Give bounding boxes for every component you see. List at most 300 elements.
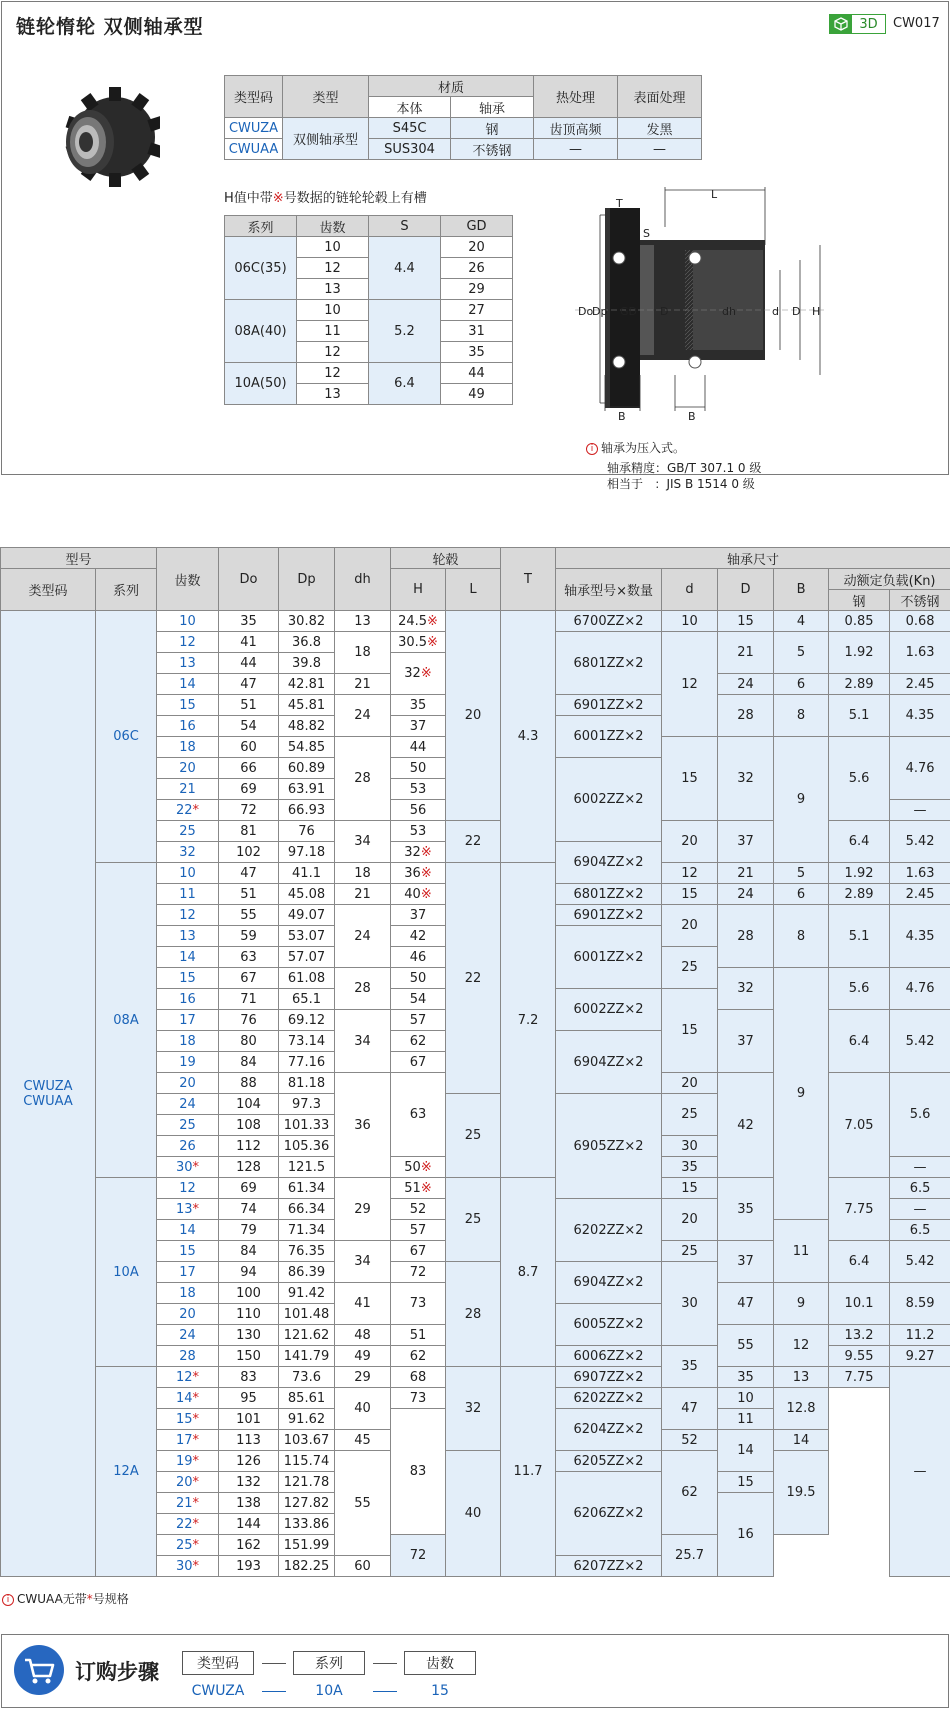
dh-cell: 55 [335,1451,391,1556]
bearing-cell: 6207ZZ×2 [556,1556,662,1577]
footer-note-text-2: 号规格 [92,1592,129,1606]
order-value-teeth[interactable]: 15 [431,1683,449,1699]
series-cell[interactable]: 06C [96,611,157,863]
3d-label: 3D [859,16,878,32]
dp-cell: 30.82 [279,611,335,632]
bearing-cell: 6002ZZ×2 [556,758,662,842]
order-value-typecode[interactable]: CWUZA [191,1683,245,1699]
h-mark: ※ [427,634,438,650]
do-cell: 83 [219,1367,279,1388]
b-cell: 5 [774,863,829,884]
h-value: 36 [404,865,421,881]
dh-cell: 18 [335,863,391,884]
h-value: 67 [409,1054,427,1070]
series-cell[interactable]: 08A [96,863,157,1178]
sus-cell: 5.6 [890,1073,950,1157]
order-value-series[interactable]: 10A [315,1683,343,1699]
steel-cell: 2.89 [829,884,890,905]
do-cell: 51 [219,695,279,716]
teeth-cell[interactable] [157,1346,219,1367]
teeth-cell[interactable] [157,1010,219,1031]
l-cell: 22 [446,821,501,863]
teeth-value: 19 [175,1453,193,1469]
teeth-value: 10 [179,613,196,629]
dh-cell: 60 [335,1556,391,1577]
do-cell: 128 [219,1157,279,1178]
dh-cell: 24 [335,695,391,737]
d-cell: 15 [662,1178,718,1199]
b-cell: 12 [774,1325,829,1367]
outer-d-cell: 37 [718,821,774,863]
teeth-value: 28 [179,1348,196,1364]
do-cell: 69 [219,779,279,800]
do-cell: 94 [219,1262,279,1283]
teeth-cell[interactable] [157,1430,219,1451]
h-bearing-size: 轴承尺寸 [556,548,950,569]
h-cell [391,695,446,716]
l-cell: 28 [446,1262,501,1367]
h-value: 73 [409,1390,427,1406]
bearing-cell: 6001ZZ×2 [556,716,662,758]
gd-series: 06C(35) [225,237,297,300]
dh-cell: 21 [335,674,391,695]
teeth-cell[interactable] [157,1157,219,1178]
teeth-value: 17 [179,1012,196,1028]
l-cell: 25 [446,1094,501,1178]
teeth-cell[interactable] [157,1115,219,1136]
teeth-value: 30 [175,1558,193,1574]
gd-value: 44 [441,363,513,384]
teeth-cell[interactable] [157,1388,219,1409]
teeth-cell[interactable] [157,1220,219,1241]
do-cell: 74 [219,1199,279,1220]
dim-L: L [711,188,718,201]
h-cell [391,1010,446,1031]
b-cell: 16 [718,1493,774,1577]
d-cell: 35 [662,1157,718,1178]
do-cell: 102 [219,842,279,863]
h-cell [391,1409,446,1535]
mt-code[interactable]: CWUAA [225,139,283,160]
teeth-value: 14 [179,949,196,965]
teeth-mark: * [192,1516,200,1532]
h-value: 63 [409,1107,427,1122]
teeth-value: 25 [179,1117,196,1133]
h-value: 72 [409,1264,427,1280]
series-cell[interactable]: 12A [96,1367,157,1577]
info-icon: i [2,1594,14,1606]
teeth-cell[interactable] [157,1556,219,1577]
series-cell[interactable]: 10A [96,1178,157,1367]
teeth-value: 16 [179,718,196,734]
teeth-cell[interactable] [157,1451,219,1472]
teeth-mark: * [192,1474,200,1490]
outer-d-cell: 37 [718,1010,774,1073]
teeth-cell[interactable] [157,842,219,863]
dim-D1: D [660,305,669,318]
dp-cell: 49.07 [279,905,335,926]
3d-badge[interactable] [829,14,886,34]
bearing-cell: 6901ZZ×2 [556,905,662,926]
dh-cell: 49 [335,1346,391,1367]
do-cell: 113 [219,1430,279,1451]
teeth-value: 12 [179,907,196,923]
teeth-value: 12 [175,1369,193,1385]
teeth-cell[interactable] [157,674,219,695]
b-cell: 8 [774,695,829,737]
sus-cell: 2.45 [890,884,950,905]
teeth-cell[interactable] [157,1031,219,1052]
teeth-cell[interactable] [157,1178,219,1199]
teeth-cell[interactable] [157,926,219,947]
h-value: 46 [409,949,427,965]
teeth-cell[interactable] [157,653,219,674]
teeth-cell[interactable] [157,989,219,1010]
teeth-cell[interactable] [157,1262,219,1283]
d-cell: 25 [662,1241,718,1262]
teeth-cell[interactable] [157,611,219,632]
dp-cell: 36.8 [279,632,335,653]
steel-cell: 2.89 [829,674,890,695]
steel-cell: 25.7 [662,1535,718,1577]
order-title: 订购步骤 [75,1660,159,1684]
b-cell: 15 [718,1472,774,1493]
h-value: 67 [409,1243,427,1259]
dp-cell: 41.1 [279,863,335,884]
groove-mark: ※ [272,191,284,206]
bearing-cell: 6202ZZ×2 [556,1199,662,1262]
teeth-value: 13 [179,655,196,671]
dp-cell: 141.79 [279,1346,335,1367]
h-Do: Do [219,548,279,611]
outer-d-cell: 32 [718,737,774,821]
dp-cell: 151.99 [279,1535,335,1556]
bearing-cell: 6204ZZ×2 [556,1409,662,1451]
teeth-cell[interactable] [157,737,219,758]
outer-d-cell: 35 [718,1367,774,1388]
teeth-cell[interactable] [157,1409,219,1430]
mt-bearing: 钢 [451,118,534,139]
teeth-cell[interactable] [157,1535,219,1556]
d-cell: 20 [662,1073,718,1094]
mt-bearing: 不锈钢 [451,139,534,160]
do-cell: 80 [219,1031,279,1052]
l-cell: 25 [446,1178,501,1262]
order-label-typecode: 类型码 [182,1651,254,1675]
teeth-cell[interactable] [157,1073,219,1094]
teeth-cell[interactable] [157,1472,219,1493]
h-B: B [774,569,829,611]
h-cell [391,926,446,947]
mt-h-material: 材质 [369,76,534,97]
sus-cell: 6.5 [890,1178,950,1199]
h-value: 35 [409,697,427,713]
h-cell [391,1346,446,1367]
dp-cell: 97.3 [279,1094,335,1115]
dim-S: S [643,227,650,240]
teeth-cell[interactable] [157,905,219,926]
gd-h-1: 齿数 [297,216,369,237]
dp-cell: 97.18 [279,842,335,863]
h-value: 56 [409,802,427,818]
h-cell [391,779,446,800]
teeth-cell[interactable] [157,695,219,716]
outer-d-cell: 28 [718,695,774,737]
h-cell [391,821,446,842]
do-cell: 162 [219,1535,279,1556]
outer-d-cell: 47 [662,1388,718,1430]
sus-cell: — [890,1367,950,1577]
d-cell: 15 [662,884,718,905]
dp-cell: 61.08 [279,968,335,989]
teeth-cell[interactable] [157,947,219,968]
h-cell [391,1262,446,1283]
teeth-value: 18 [179,739,196,755]
steel-cell: 9.55 [829,1346,890,1367]
teeth-cell[interactable] [157,1367,219,1388]
gd-value: 29 [441,279,513,300]
dim-Dp: Dp [592,305,608,318]
do-cell: 100 [219,1283,279,1304]
dh-cell: 28 [335,968,391,1010]
sus-cell: 5.42 [890,1010,950,1073]
h-value: 40 [404,886,421,902]
dp-cell: 42.81 [279,674,335,695]
dp-cell: 105.36 [279,1136,335,1157]
do-cell: 193 [219,1556,279,1577]
dp-cell: 76.35 [279,1241,335,1262]
h-Dp: Dp [279,548,335,611]
h-value: 53 [409,823,427,839]
teeth-cell[interactable] [157,716,219,737]
sus-cell: 2.45 [890,674,950,695]
mt-code[interactable]: CWUZA [225,118,283,139]
teeth-value: 12 [179,634,196,650]
teeth-value: 32 [179,844,196,860]
h-d: d [662,569,718,611]
teeth-cell[interactable] [157,1304,219,1325]
bearing-cell: 6206ZZ×2 [556,1472,662,1556]
teeth-cell[interactable] [157,1052,219,1073]
press-fit-note [586,439,685,456]
outer-d-cell: 35 [718,1178,774,1241]
dh-cell: 45 [335,1430,391,1451]
mt-h-bearing: 轴承 [451,97,534,118]
outer-d-cell: 32 [718,968,774,1010]
precision-note: 轴承精度：GB/T 307.1 0 级 [607,461,762,475]
do-cell: 110 [219,1304,279,1325]
order-label-teeth: 齿数 [404,1651,476,1675]
mt-h-type: 类型 [283,76,369,118]
dp-cell: 182.25 [279,1556,335,1577]
bearing-cell: 6904ZZ×2 [556,1031,662,1094]
dp-cell: 61.34 [279,1178,335,1199]
t-cell: 8.7 [501,1178,556,1367]
d-cell: 15 [662,737,718,821]
teeth-cell[interactable] [157,1493,219,1514]
dh-cell: 13 [335,611,391,632]
do-cell: 101 [219,1409,279,1430]
teeth-cell[interactable] [157,821,219,842]
teeth-mark: * [192,802,200,818]
h-cell [391,1367,446,1388]
teeth-value: 20 [179,1306,196,1322]
h-mark: ※ [420,844,432,860]
teeth-value: 20 [179,760,196,776]
teeth-value: 18 [179,1033,196,1049]
dh-cell: 21 [335,884,391,905]
h-typecode: 类型码 [1,569,96,611]
h-cell [391,737,446,758]
steel-cell: 5.1 [829,695,890,737]
gd-h-2: S [369,216,441,237]
dh-cell: 41 [335,1283,391,1325]
steel-cell: 1.92 [829,863,890,884]
dim-Do: Do [578,305,594,318]
do-cell: 67 [219,968,279,989]
sus-cell: 4.35 [890,905,950,968]
bearing-cell: 6904ZZ×2 [556,1262,662,1304]
do-cell: 60 [219,737,279,758]
do-cell: 41 [219,632,279,653]
b-cell: 6 [774,884,829,905]
d-cell: 12 [662,863,718,884]
teeth-cell[interactable] [157,1136,219,1157]
steel-cell: 7.75 [829,1178,890,1241]
teeth-cell[interactable] [157,1199,219,1220]
dim-GD: GD [620,305,637,318]
d-cell: 25 [662,947,718,989]
mt-surface: 发黑 [618,118,702,139]
teeth-cell[interactable] [157,1325,219,1346]
teeth-cell[interactable] [157,968,219,989]
h-value: 24.5 [398,613,428,629]
gd-value: 26 [441,258,513,279]
h-mark: ※ [420,666,432,681]
teeth-value: 13 [175,1201,193,1217]
groove-note-text-2: 号数据的链轮轮毂上有槽 [283,191,427,206]
bearing-cell: 6205ZZ×2 [556,1451,662,1472]
sus-cell: 1.63 [890,632,950,674]
teeth-mark: * [192,1453,200,1469]
h-cell [391,842,446,863]
spec-table [0,547,950,1577]
mt-heat: — [534,139,618,160]
do-cell: 35 [219,611,279,632]
bearing-cell: 6001ZZ×2 [556,926,662,989]
h-cell [391,800,446,821]
gd-table [224,215,513,405]
steel-cell: 1.92 [829,632,890,674]
teeth-value: 25 [175,1537,193,1553]
dp-cell: 115.74 [279,1451,335,1472]
gd-value: 20 [441,237,513,258]
h-value: 32 [404,844,421,860]
d-cell: 15 [662,989,718,1073]
mt-h-surface: 表面处理 [618,76,702,118]
page-title: 链轮惰轮 双侧轴承型 [16,16,204,38]
dp-cell: 73.14 [279,1031,335,1052]
h-value: 30.5 [398,634,428,650]
do-cell: 104 [219,1094,279,1115]
outer-d-cell: 47 [718,1283,774,1325]
dp-cell: 91.42 [279,1283,335,1304]
h-cell [391,968,446,989]
do-cell: 44 [219,653,279,674]
mt-type: 双侧轴承型 [283,118,369,160]
mt-surface: — [618,139,702,160]
h-value: 52 [409,1201,427,1217]
do-cell: 138 [219,1493,279,1514]
dh-cell: 24 [335,905,391,968]
do-cell: 63 [219,947,279,968]
h-value: 83 [409,1464,427,1479]
h-cell [391,611,446,632]
teeth-cell[interactable] [157,1094,219,1115]
dim-B1: B [618,410,626,420]
h-value: 54 [409,991,427,1007]
teeth-cell[interactable] [157,779,219,800]
teeth-cell[interactable] [157,863,219,884]
teeth-cell[interactable] [157,632,219,653]
dp-cell: 53.07 [279,926,335,947]
steel-cell: 6.4 [829,1010,890,1073]
groove-note [224,187,427,206]
teeth-cell[interactable] [157,1241,219,1262]
mt-h-typecode: 类型码 [225,76,283,118]
dp-cell: 85.61 [279,1388,335,1409]
outer-d-cell: 21 [718,863,774,884]
h-value: 68 [409,1369,427,1385]
dp-cell: 91.62 [279,1409,335,1430]
l-cell: 20 [446,611,501,821]
teeth-value: 15 [179,970,196,986]
teeth-cell[interactable] [157,758,219,779]
teeth-value: 15 [179,1243,196,1259]
order-connector [373,1663,397,1664]
gd-value: 31 [441,321,513,342]
sus-cell: 9.27 [890,1346,950,1367]
typecode[interactable]: CWUZA CWUAA [1,611,96,1577]
bearing-cell: 6005ZZ×2 [556,1304,662,1346]
teeth-cell[interactable] [157,800,219,821]
order-connector [262,1691,286,1692]
bearing-cell: 6700ZZ×2 [556,611,662,632]
teeth-mark: * [192,1390,200,1406]
h-cell [391,947,446,968]
teeth-cell[interactable] [157,1283,219,1304]
gd-value: 35 [441,342,513,363]
h-value: 50 [409,760,427,776]
teeth-value: 18 [179,1285,196,1301]
mt-body: SUS304 [369,139,451,160]
outer-d-cell: 55 [718,1325,774,1367]
gd-value: 49 [441,384,513,405]
teeth-cell[interactable] [157,1514,219,1535]
gd-teeth: 12 [297,258,369,279]
h-mark: ※ [420,1180,432,1196]
h-cell [391,1178,446,1199]
footer-note [2,1590,129,1607]
l-cell: 22 [446,863,501,1094]
bearing-cell: 6801ZZ×2 [556,884,662,905]
dp-cell: 54.85 [279,737,335,758]
info-icon: i [586,443,598,455]
teeth-value: 15 [179,697,196,713]
dp-cell: 121.62 [279,1325,335,1346]
teeth-cell[interactable] [157,884,219,905]
h-bearing-no: 轴承型号×数量 [556,569,662,611]
